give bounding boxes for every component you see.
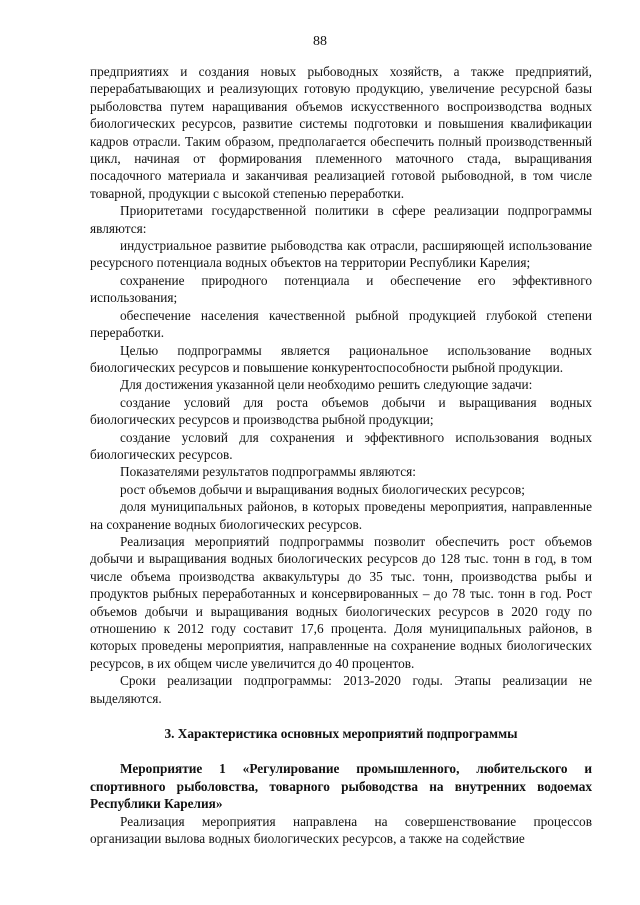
paragraph-timeline: Сроки реализации подпрограммы: 2013-2020 годы. Этапы реализации не выделяются. bbox=[90, 673, 592, 706]
paragraph-indicators-intro: Показателями результатов подпрограммы являются: bbox=[120, 464, 416, 480]
section-heading: 3. Характеристика основных мероприятий подпрограммы bbox=[164, 726, 518, 742]
paragraph-goal: Целью подпрограммы является рациональное использование водных биологических ресурсов и повышение конкурентоспособности рыбной продукции. bbox=[90, 342, 592, 375]
paragraph-measure-description: Реализация мероприятия направлена на совершенствование процессов организации вылова водных биологических ресурсов, а также на содействие bbox=[90, 813, 592, 847]
list-item-indicator-1: рост объемов добычи и выращивания водных биологических ресурсов; bbox=[120, 481, 525, 497]
list-item-priority-2: сохранение природного потенциала и обеспечение его эффективного использования; bbox=[90, 272, 592, 306]
list-item-task-2: создание условий для сохранения и эффективного использования водных биологических ресурсов. bbox=[90, 429, 592, 462]
paragraph-tasks-intro: Для достижения указанной цели необходимо решить следующие задачи: bbox=[120, 377, 533, 393]
paragraph-continuation: предприятиях и создания новых рыбоводных хозяйств, а также предприятий, перерабатывающих и реализующих готовую продукцию, увеличение ресурсной базы рыболовства путем наращивания объемов искусственного воспроизводства водных биологических ресурсов, развитие системы подготовки и повышения квалификации кадров отрасли. Таким образом, предполагается обеспечить полный производственный цикл, начиная от формирования племенного маточного стада, выращивания посадочного материала и заканчивая реализацией готовой рыбоводной, в том числе товарной, продукции с высокой степенью переработки. bbox=[90, 64, 592, 201]
list-item-priority-3: обеспечение населения качественной рыбной продукцией глубокой степени переработки. bbox=[90, 307, 592, 341]
paragraph-priorities-intro: Приоритетами государственной политики в сфере реализации подпрограммы являются: bbox=[90, 203, 592, 236]
list-item-task-1: создание условий для роста объемов добычи и выращивания водных биологических ресурсов и производства рыбной продукции; bbox=[90, 394, 592, 428]
list-item-priority-1: индустриальное развитие рыбоводства как отрасли, расширяющей использование ресурсного потенциала водных объектов на территории Республики Карелия; bbox=[90, 238, 592, 271]
measure-heading: Мероприятие 1 «Регулирование промышленного, любительского и спортивного рыболовства, товарного рыбоводства на внутренних водоемах Республики Карелия» bbox=[90, 761, 592, 812]
page-number: 88 bbox=[313, 34, 327, 49]
list-item-indicator-2: доля муниципальных районов, в которых проведены мероприятия, направленные на сохранение водных биологических ресурсов. bbox=[90, 499, 592, 532]
document-body bbox=[90, 63, 592, 847]
paragraph-expected-results: Реализация мероприятий подпрограммы позволит обеспечить рост объемов добычи и выращивания водных биологических ресурсов до 128 тыс. тонн в год, в том числе объема производства аквакультуры до 35 тыс. тонн, производства рыбы и продуктов рыбных переработанных и консервированных – до 78 тыс. тонн в год. Рост объемов добычи и выращивания водных биологических ресурсов в 2020 году по отношению к 2012 году составит 17,6 процента. Доля муниципальных районов, в которых проведены мероприятия, направленные на сохранение водных биологических ресурсов, в их общем числе увеличится до 40 процентов. bbox=[90, 533, 592, 671]
